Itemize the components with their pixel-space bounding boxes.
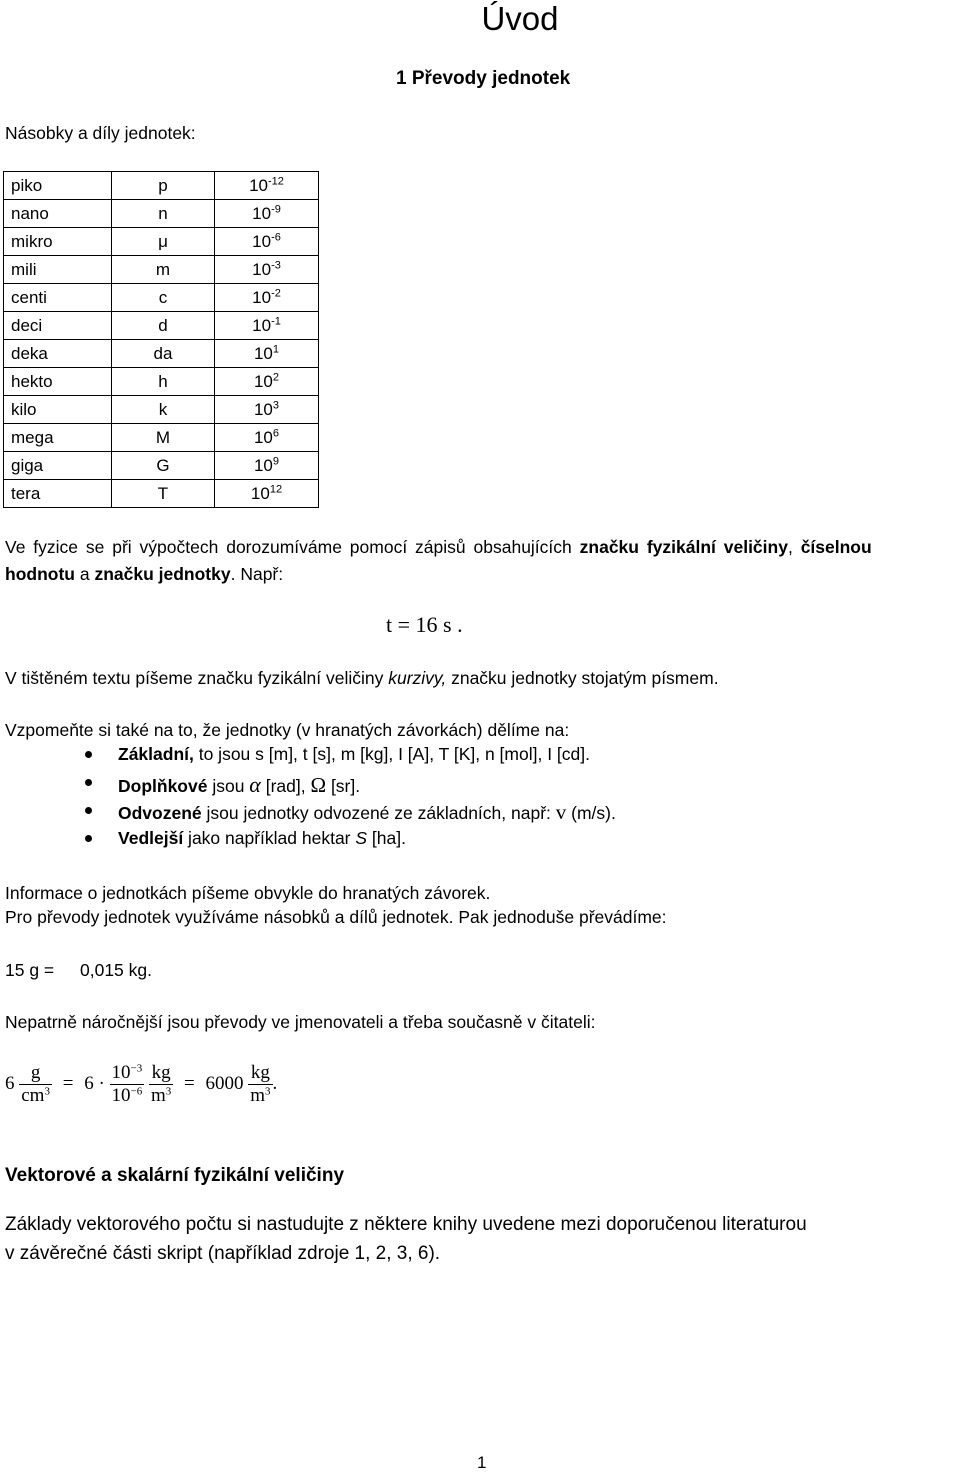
prefix-factor [215, 396, 319, 424]
prefix-factor [215, 368, 319, 396]
bullet-icon [85, 835, 92, 842]
conversion-example-right: 0,015 kg. [80, 960, 152, 980]
table-row [4, 480, 319, 508]
factor-exponent: 2 [272, 370, 280, 383]
section-heading: Násobky a díly jednotek: [5, 123, 196, 143]
list-item-secondary: Vedlejší jako například hektar S [ha]. [0, 828, 616, 856]
prefix-symbol: p [112, 172, 215, 200]
chapter-title: 1 Převody jednotek [396, 68, 571, 89]
prefix-factor [215, 424, 319, 452]
prefix-name: kilo [4, 396, 112, 424]
page-number: 1 [477, 1453, 487, 1472]
unit-types-list [0, 744, 616, 856]
factor-exponent: -1 [271, 314, 281, 327]
factor-base: 10 [253, 343, 273, 363]
bullet-icon [85, 779, 92, 786]
prefix-symbol: c [112, 284, 215, 312]
prefix-symbol: G [112, 452, 215, 480]
paragraph-units-intro: Vzpomeňte si také na to, že jednotky (v hranatých závorkách) dělíme na: [5, 720, 570, 740]
equation-density: 6 $\frac{g}{cm^3}$ = 6 · $\frac{10^{-3}}{10^{-6}}$ $\frac{kg}{m^3}$ = 6000 $\frac{kg}{m^3}$ . [5, 1062, 278, 1106]
prefix-factor [215, 480, 319, 508]
list-item-derived: Odvozené jsou jednotky odvozené ze základních, např: v (m/s). [0, 800, 616, 828]
paragraph-brackets: Informace o jednotkách píšeme obvykle do hranatých závorek. [5, 883, 491, 903]
prefix-factor [215, 452, 319, 480]
factor-exponent: 12 [269, 482, 283, 495]
paragraph-conversion: Pro převody jednotek využíváme násobků a dílů jednotek. Pak jednoduše převádíme: [5, 907, 667, 927]
table-row [4, 424, 319, 452]
table-row [4, 284, 319, 312]
factor-base: 10 [252, 287, 272, 307]
table-row [4, 368, 319, 396]
prefix-symbol: h [112, 368, 215, 396]
prefix-name: deci [4, 312, 112, 340]
factor-base: 10 [253, 455, 273, 475]
paragraph-literature-line1: Základy vektorového počtu si nastudujte z některe knihy uvedene mezi doporučenou literaturou [5, 1214, 807, 1235]
list-item-basic: Základní, to jsou s [m], t [s], m [kg], I [A], T [K], n [mol], I [cd]. [0, 744, 616, 772]
prefix-symbol: μ [112, 228, 215, 256]
prefix-factor [215, 256, 319, 284]
factor-exponent: 6 [272, 426, 280, 439]
factor-base: 10 [252, 231, 272, 251]
prefix-symbol: T [112, 480, 215, 508]
prefix-table [3, 171, 319, 508]
bullet-icon [85, 751, 92, 758]
factor-exponent: -6 [271, 230, 281, 243]
section2-heading: Vektorové a skalární fyzikální veličiny [5, 1165, 345, 1186]
prefix-factor [215, 312, 319, 340]
factor-exponent: 3 [272, 398, 280, 411]
paragraph-denominator: Nepatrně náročnější jsou převody ve jmenovateli a třeba současně v čitateli: [5, 1012, 596, 1032]
conversion-example-left: 15 g = [5, 960, 55, 980]
table-row [4, 228, 319, 256]
factor-base: 10 [253, 371, 273, 391]
paragraph-typography: V tištěném textu píšeme značku fyzikální veličiny kurzivy, značku jednotky stojatým písmem. [5, 668, 719, 688]
factor-base: 10 [252, 259, 272, 279]
prefix-symbol: k [112, 396, 215, 424]
prefix-name: mega [4, 424, 112, 452]
prefix-factor [215, 340, 319, 368]
prefix-symbol: m [112, 256, 215, 284]
factor-exponent: -2 [271, 286, 281, 299]
paragraph-intro-line1: Ve fyzice se při výpočtech dorozumíváme pomocí zápisů obsahujících značku fyzikální veličiny, číselnou [5, 537, 872, 557]
table-row [4, 340, 319, 368]
prefix-factor [215, 200, 319, 228]
table-row [4, 256, 319, 284]
list-item-supplementary: Doplňkové jsou α [rad], Ω [sr]. [0, 772, 616, 800]
factor-exponent: -9 [271, 202, 281, 215]
factor-base: 10 [250, 483, 270, 503]
prefix-factor [215, 172, 319, 200]
factor-base: 10 [252, 203, 272, 223]
table-row [4, 452, 319, 480]
prefix-name: deka [4, 340, 112, 368]
prefix-name: nano [4, 200, 112, 228]
factor-base: 10 [253, 427, 273, 447]
factor-exponent: 1 [272, 342, 280, 355]
equation-time: t = 16 s . [386, 612, 463, 637]
factor-base: 10 [249, 175, 268, 195]
bullet-icon [85, 807, 92, 814]
table-row [4, 200, 319, 228]
factor-base: 10 [252, 315, 272, 335]
prefix-factor [215, 228, 319, 256]
prefix-name: tera [4, 480, 112, 508]
paragraph-intro-line2: hodnotu a značku jednotky. Např: [5, 564, 284, 584]
prefix-symbol: da [112, 340, 215, 368]
page-title: Úvod [481, 0, 559, 37]
prefix-factor [215, 284, 319, 312]
factor-exponent: -12 [268, 174, 284, 187]
prefix-symbol: n [112, 200, 215, 228]
table-row [4, 396, 319, 424]
prefix-name: piko [4, 172, 112, 200]
prefix-name: hekto [4, 368, 112, 396]
prefix-name: giga [4, 452, 112, 480]
prefix-symbol: d [112, 312, 215, 340]
table-row [4, 312, 319, 340]
prefix-name: centi [4, 284, 112, 312]
prefix-symbol: M [112, 424, 215, 452]
paragraph-literature-line2: v závěrečné části skript (například zdroje 1, 2, 3, 6). [5, 1243, 441, 1264]
factor-exponent: -3 [271, 258, 281, 271]
prefix-name: mili [4, 256, 112, 284]
prefix-name: mikro [4, 228, 112, 256]
factor-exponent: 9 [272, 454, 280, 467]
factor-base: 10 [253, 399, 273, 419]
table-row [4, 172, 319, 200]
